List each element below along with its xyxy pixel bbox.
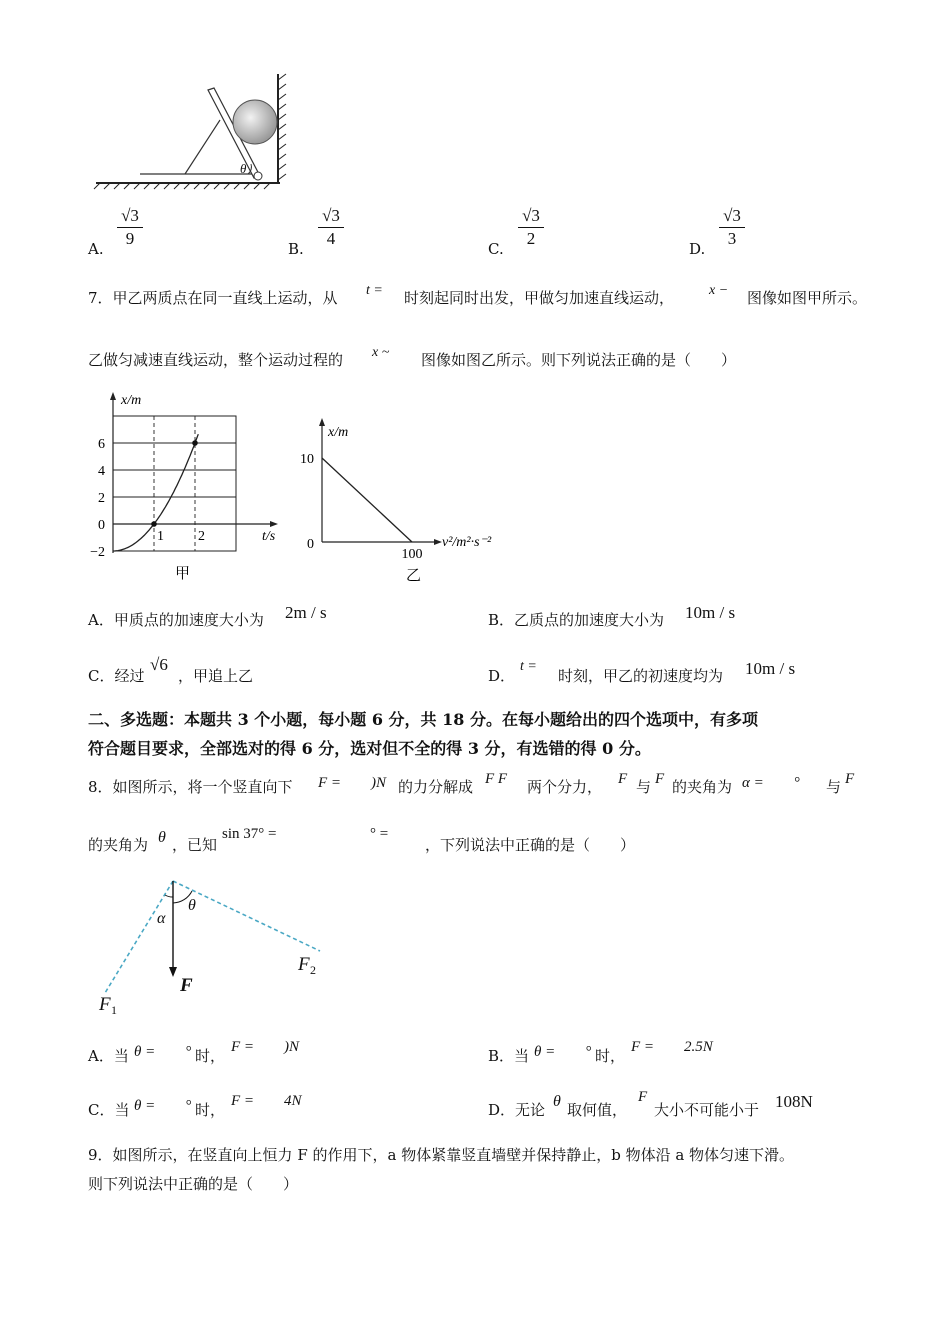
- theta-label: θ: [240, 161, 247, 176]
- q8-option-b-mid: 时，: [595, 1047, 626, 1065]
- q8-option-a-math: θ = °: [134, 1044, 192, 1060]
- grid-frame: [113, 416, 236, 551]
- y-axis-arrow: [110, 392, 116, 400]
- force-f1-sub: 1: [111, 1003, 117, 1017]
- q8-math-f1f2: F F: [485, 771, 508, 787]
- y-tick-label: 2: [98, 491, 105, 506]
- q8-math-f1: F: [618, 771, 628, 787]
- series-line: [113, 434, 198, 551]
- q7-math-x: x −: [709, 283, 729, 298]
- chart-caption: 甲: [175, 564, 191, 582]
- theta-label-fig: θ: [188, 897, 196, 914]
- x-axis-label: t/s: [262, 529, 276, 544]
- q8-line1-f: 与: [826, 778, 842, 796]
- q7-option-a-value: 2m / s: [285, 603, 327, 622]
- force-f2-sub: 2: [310, 963, 316, 977]
- q8-option-b-value: F = 2.5N: [631, 1039, 713, 1055]
- q7-line1-c: 图像如图甲所示。: [747, 289, 868, 307]
- q8-math-f-2: F: [655, 771, 665, 787]
- option-a-fraction: √3 9: [117, 206, 143, 249]
- q8-line1-c: 两个分力，: [527, 778, 603, 796]
- q8-option-d-value: 108N: [775, 1092, 813, 1111]
- x-tick-label: 1: [157, 529, 164, 544]
- origin-label: 0: [307, 537, 314, 552]
- q7-line1-a: 7．甲乙两质点在同一直线上运动，从: [88, 289, 338, 307]
- option-b-letter: B.: [288, 240, 304, 258]
- q8-option-c-pre: C．当: [88, 1101, 130, 1119]
- option-a-letter: A.: [88, 240, 104, 258]
- q8-option-c-mid: 时，: [195, 1101, 226, 1119]
- x-tick-label: 100: [401, 547, 423, 562]
- y-axis-arrow: [319, 418, 325, 426]
- data-point: [192, 440, 198, 446]
- q8-option-d-math2: F: [638, 1089, 648, 1105]
- section2-heading-line2: 符合题目要求，全部选对的得 6 分，选对但不全的得 3 分，有选错的得 0 分。: [88, 739, 651, 758]
- q8-option-a-mid: 时，: [195, 1047, 226, 1065]
- q8-math-f-3: F: [845, 771, 855, 787]
- x-axis-label: v²/m²·s⁻²: [442, 535, 492, 550]
- chart-yi: [290, 420, 520, 590]
- x-tick-label: 2: [198, 529, 205, 544]
- option-d-letter: D.: [689, 240, 706, 258]
- q8-math-f: F = )N: [318, 775, 387, 791]
- q8-line2-b: ，已知: [172, 836, 218, 854]
- q7-line2-a: 乙做匀减速直线运动，整个运动过程的: [88, 351, 344, 369]
- q7-math-x2: x ~: [372, 345, 390, 360]
- chart-caption: 乙: [406, 566, 422, 584]
- q7-line2-b: 图像如图乙所示。则下列说法正确的是（ ）: [421, 351, 737, 369]
- q8-line1-a: 8．如图所示，将一个竖直向下: [88, 778, 293, 796]
- q8-option-d-math: θ: [553, 1093, 561, 1110]
- q8-option-a-pre: A．当: [88, 1047, 129, 1065]
- q7-option-c-pre: C．经过: [88, 667, 145, 685]
- q7-option-c-post: ，甲追上乙: [178, 667, 254, 685]
- q8-option-b-math: θ = °: [534, 1044, 592, 1060]
- q9-line1: 9．如图所示，在竖直向上恒力 F 的作用下，a 物体紧靠竖直墙壁并保持静止，b 物体沿 a 物体匀速下滑。: [88, 1146, 795, 1164]
- x-axis-arrow: [270, 521, 278, 527]
- q7-option-b-text: B．乙质点的加速度大小为: [488, 611, 665, 629]
- alpha-label: α: [157, 910, 166, 927]
- q7-option-d-text: 时刻，甲乙的初速度均为: [558, 667, 724, 685]
- q7-option-c-value: √6: [150, 655, 168, 674]
- y-axis-label: x/m: [328, 425, 349, 440]
- y-tick-label: 10: [300, 452, 314, 467]
- q6-figure: [90, 70, 300, 190]
- force-f2-label: F: [298, 954, 310, 975]
- y-axis-label: x/m: [121, 393, 142, 408]
- q7-line1-b: 时刻起同时出发，甲做匀加速直线运动，: [404, 289, 675, 307]
- q8-math-sin: sin 37° =: [222, 826, 277, 842]
- q7-option-d-value: 10m / s: [745, 659, 796, 678]
- y-tick-label: 6: [98, 437, 105, 452]
- q8-option-b-pre: B．当: [488, 1047, 530, 1065]
- q8-line1-d: 与: [636, 778, 652, 796]
- q8-line1-b: 的力分解成: [398, 778, 474, 796]
- option-c-fraction: √3 2: [518, 206, 544, 249]
- q8-line1-e: 的夹角为: [672, 778, 733, 796]
- data-point: [151, 521, 157, 527]
- q8-math-cos: ° =: [370, 826, 389, 842]
- q8-figure: [95, 873, 335, 1023]
- force-f-label: F: [180, 975, 193, 996]
- q8-line2-a: 的夹角为: [88, 836, 149, 854]
- y-tick-label: 0: [98, 518, 105, 533]
- q8-line2-c: ，下列说法中正确的是（ ）: [425, 836, 636, 854]
- x-axis-arrow: [434, 539, 442, 545]
- q7-option-b-value: 10m / s: [685, 603, 736, 622]
- q8-option-d-pre: D．无论: [488, 1101, 546, 1119]
- option-d-fraction: √3 3: [719, 206, 745, 249]
- q8-math-theta: θ: [158, 829, 166, 846]
- q8-option-a-value: F = )N: [231, 1039, 300, 1055]
- q8-math-alpha: α = °: [742, 775, 800, 791]
- q9-line2: 则下列说法中正确的是（ ）: [88, 1175, 299, 1193]
- q7-option-d-math: t =: [520, 659, 537, 674]
- q8-option-d-text: 大小不可能小于: [654, 1101, 760, 1119]
- force-f1-label: F: [99, 994, 111, 1015]
- series-line: [322, 458, 412, 542]
- q7-option-d-pre: D．: [488, 667, 516, 685]
- q7-math-t: t =: [366, 283, 383, 298]
- option-b-fraction: √3 4: [318, 206, 344, 249]
- q8-option-c-value: F = 4N: [231, 1093, 302, 1109]
- section2-heading-line1: 二、多选题：本题共 3 个小题，每小题 6 分，共 18 分。在每小题给出的四个选项中，有多项: [88, 710, 758, 729]
- y-tick-label: −2: [90, 545, 105, 560]
- y-tick-label: 4: [98, 464, 105, 479]
- q7-option-a-text: A．甲质点的加速度大小为: [88, 611, 264, 629]
- option-c-letter: C.: [488, 240, 504, 258]
- chart-jia: [80, 388, 290, 588]
- q8-option-d-mid: 取何值，: [567, 1101, 628, 1119]
- q8-option-c-math: θ = °: [134, 1098, 192, 1114]
